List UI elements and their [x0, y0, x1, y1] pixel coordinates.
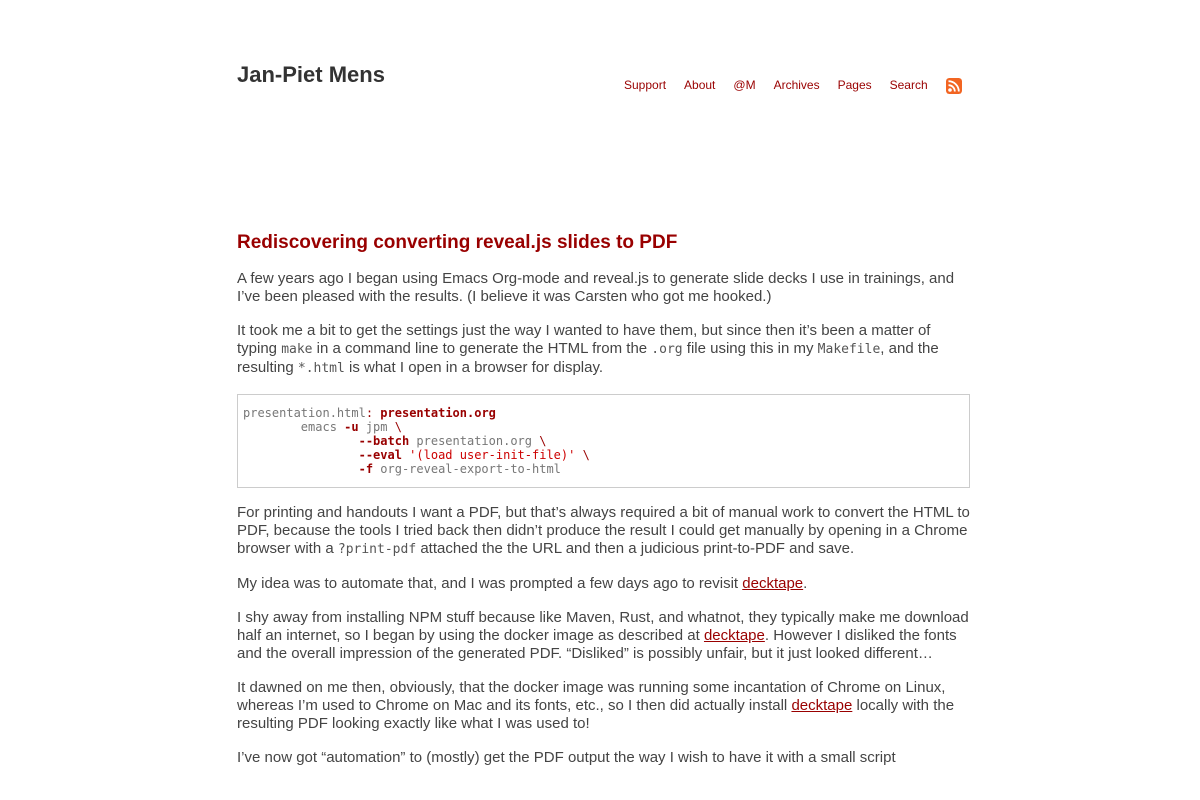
text-span: in a command line to generate the HTML from the [312, 340, 652, 357]
code-continuation: \ [539, 434, 547, 448]
code-argument: presentation.org [409, 434, 540, 448]
text-span: file using this in my [682, 340, 818, 357]
code-line-2 [243, 420, 964, 434]
decktape-link[interactable]: decktape [742, 575, 804, 592]
top-nav [624, 76, 962, 94]
post-content [237, 270, 970, 783]
nav-mastodon-link[interactable]: @M [733, 78, 756, 92]
code-continuation: \ [394, 420, 402, 434]
paragraph-printing [237, 504, 970, 559]
inline-code-make: make [281, 342, 313, 357]
site-title[interactable]: Jan-Piet Mens [237, 62, 385, 87]
code-indent [243, 462, 359, 476]
code-argument: org-reveal-export-to-html [373, 462, 561, 476]
text-span: I shy away from installing NPM stuff because like Maven, Rust, and whatnot, they typically make me download half an internet, so I began by using the docker image as described at [237, 609, 969, 644]
text-span: It took me a bit to get the settings just the way I wanted to have them, but since then it’s been a matter of typing [237, 322, 931, 357]
code-indent [243, 434, 359, 448]
makefile-code-block [237, 394, 970, 488]
code-dependency: presentation.org [380, 406, 496, 420]
code-flag: -f [358, 462, 374, 476]
inline-code-html: *.html [297, 361, 345, 376]
paragraph-chrome [237, 679, 970, 733]
inline-code-print-pdf: ?print-pdf [337, 542, 417, 557]
code-argument: jpm [358, 420, 395, 434]
text-span: It dawned on me then, obviously, that the docker image was running some incantation of Chrome on Linux, whereas I’m used to Chrome on Mac and its fonts, etc., so I then did actually install [237, 679, 946, 714]
inline-code-makefile: Makefile [817, 342, 881, 357]
decktape-link[interactable]: decktape [791, 697, 853, 714]
code-continuation: \ [575, 448, 590, 462]
nav-support-link[interactable]: Support [624, 78, 667, 92]
code-flag: -u [344, 420, 359, 434]
nav-search-link[interactable]: Search [889, 78, 928, 92]
code-line-5 [243, 462, 964, 476]
text-span: For printing and handouts I want a PDF, but that’s always required a bit of manual work to convert the HTML to PDF, because the tools I tried back then didn’t produce the result I could get manually by opening in a Chrome browser with a [237, 504, 970, 557]
code-target: presentation.html [243, 406, 366, 420]
code-line-3 [243, 434, 964, 448]
decktape-link[interactable]: decktape [703, 627, 765, 644]
code-line-1 [243, 406, 964, 420]
text-span: . However I disliked the fonts and the overall impression of the generated PDF. “Disliked” is possibly unfair, but it just looked different… [237, 627, 957, 662]
rss-feed-icon[interactable] [946, 78, 962, 94]
text-span: attached the the URL and then a judicious print-to-PDF and save. [416, 540, 855, 557]
code-indent [243, 448, 359, 462]
paragraph-intro: A few years ago I began using Emacs Org-mode and reveal.js to generate slide decks I use in trainings, and I’ve been pleased with the results. (I believe it was Carsten who got me hooked.) [237, 270, 955, 305]
post-title[interactable]: Rediscovering converting reveal.js slides to PDF [237, 232, 678, 253]
paragraph-makefile [237, 322, 970, 378]
text-span: . [803, 575, 808, 592]
code-line-4 [243, 448, 964, 462]
code-flag: --batch [358, 434, 410, 448]
paragraph-docker [237, 609, 970, 663]
nav-archives-link[interactable]: Archives [773, 78, 820, 92]
text-span: , and the resulting [237, 340, 939, 376]
inline-code-org: .org [651, 342, 683, 357]
code-colon: : [365, 406, 374, 420]
code-command: emacs [243, 420, 345, 434]
text-span: locally with the resulting PDF looking exactly like what I was used to! [237, 697, 955, 732]
paragraph-automation: I’ve now got “automation” to (mostly) get the PDF output the way I wish to have it with a small script [237, 749, 896, 766]
nav-pages-link[interactable]: Pages [837, 78, 872, 92]
nav-about-link[interactable]: About [684, 78, 716, 92]
code-flag: --eval [358, 448, 402, 462]
text-span: is what I open in a browser for display. [344, 359, 604, 376]
paragraph-idea [237, 575, 970, 593]
code-string: '(load user-init-file)' [401, 448, 576, 462]
text-span: My idea was to automate that, and I was prompted a few days ago to revisit [237, 575, 743, 592]
